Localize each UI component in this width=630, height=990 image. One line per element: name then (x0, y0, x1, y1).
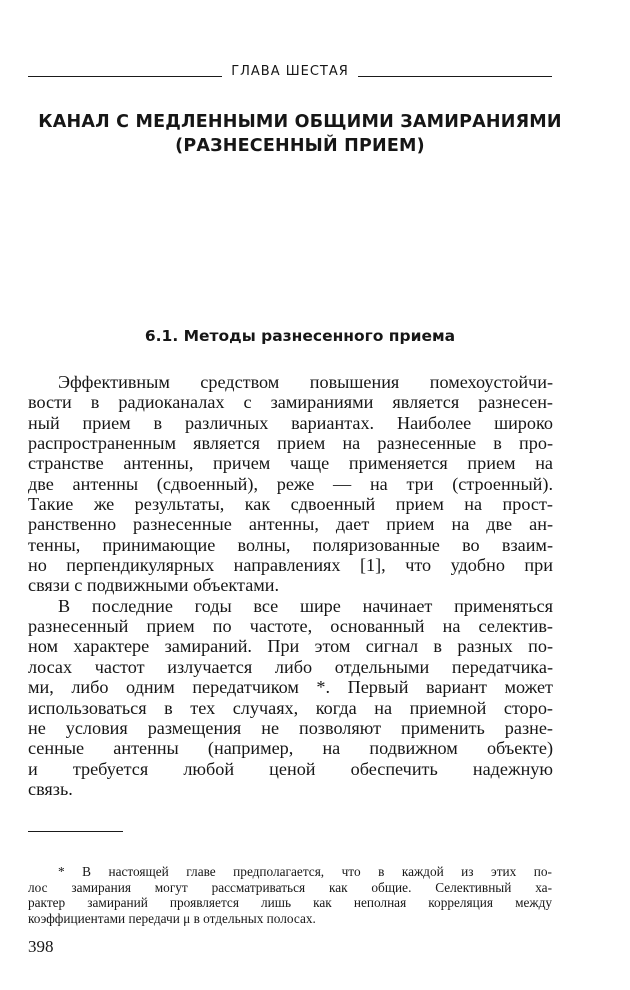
text-line: ном характере замираний. При этом сигнал в разных по- (28, 636, 553, 657)
text-line: вости в радиоканалах с замираниями является разнесен- (28, 392, 553, 413)
text-line: связь. (28, 778, 73, 799)
footnote-rule (28, 831, 123, 832)
text-line: ми, либо одним передатчиком *. Первый вариант может (28, 677, 553, 698)
text-line: ный прием в различных вариантах. Наиболее широко (28, 412, 553, 433)
footnote-line: * В настоящей главе предполагается, что в каждой из этих по- (58, 864, 552, 879)
text-line: две антенны (сдвоенный), реже — на три (строенный). (28, 473, 553, 494)
text-line: использоваться в тех случаях, когда на приемной сторо- (28, 697, 553, 718)
text-line: ранственно разнесенные антенны, дает прием на две ан- (28, 514, 553, 535)
text-line: сенные антенны (например, на подвижном объекте) (28, 738, 553, 759)
chapter-header (28, 61, 552, 81)
body-text (28, 372, 553, 799)
text-line: В последние годы все шире начинает применяться (58, 595, 553, 616)
footnote-line: рактер замираний проявляется лишь как неполная корреляция между (28, 895, 552, 911)
chapter-title-line: (РАЗНЕСЕННЫЙ ПРИЕМ) (175, 136, 425, 156)
footnote (28, 864, 552, 926)
chapter-title (20, 110, 580, 158)
text-line: но перпендикулярных направлениях [1], что удобно при (28, 555, 553, 576)
text-line: лосах частот излучается либо отдельными передатчика- (28, 656, 553, 677)
footnote-line: коэффициентами передачи μ в отдельных полосах. (28, 910, 316, 926)
text-line: Такие же результаты, как сдвоенный прием на прост- (28, 494, 553, 515)
chapter-title-line: КАНАЛ С МЕДЛЕННЫМИ ОБЩИМИ ЗАМИРАНИЯМИ (38, 112, 562, 132)
text-line: связи с подвижными объектами. (28, 575, 280, 596)
text-line: странстве антенны, причем чаще применяется прием на (28, 453, 553, 474)
text-line: распространенным является прием на разнесенные в про- (28, 433, 553, 454)
text-line: и требуется любой ценой обеспечить надежную (28, 758, 553, 779)
text-line: тенны, принимающие волны, поляризованные во взаим- (28, 534, 553, 555)
chapter-rule-left (28, 76, 222, 77)
text-line: разнесенный прием по частоте, основанный на селектив- (28, 616, 553, 637)
text-line: не условия размещения не позволяют применить разне- (28, 717, 553, 738)
section-heading: 6.1. Методы разнесенного приема (144, 327, 456, 345)
footnote-line: лос замирания могут рассматриваться как общие. Селективный ха- (28, 879, 552, 895)
chapter-label: ГЛАВА ШЕСТАЯ (231, 63, 349, 79)
page-number: 398 (28, 937, 54, 956)
text-line: Эффективным средством повышения помехоустойчи- (58, 372, 553, 392)
chapter-rule-right (358, 76, 552, 77)
